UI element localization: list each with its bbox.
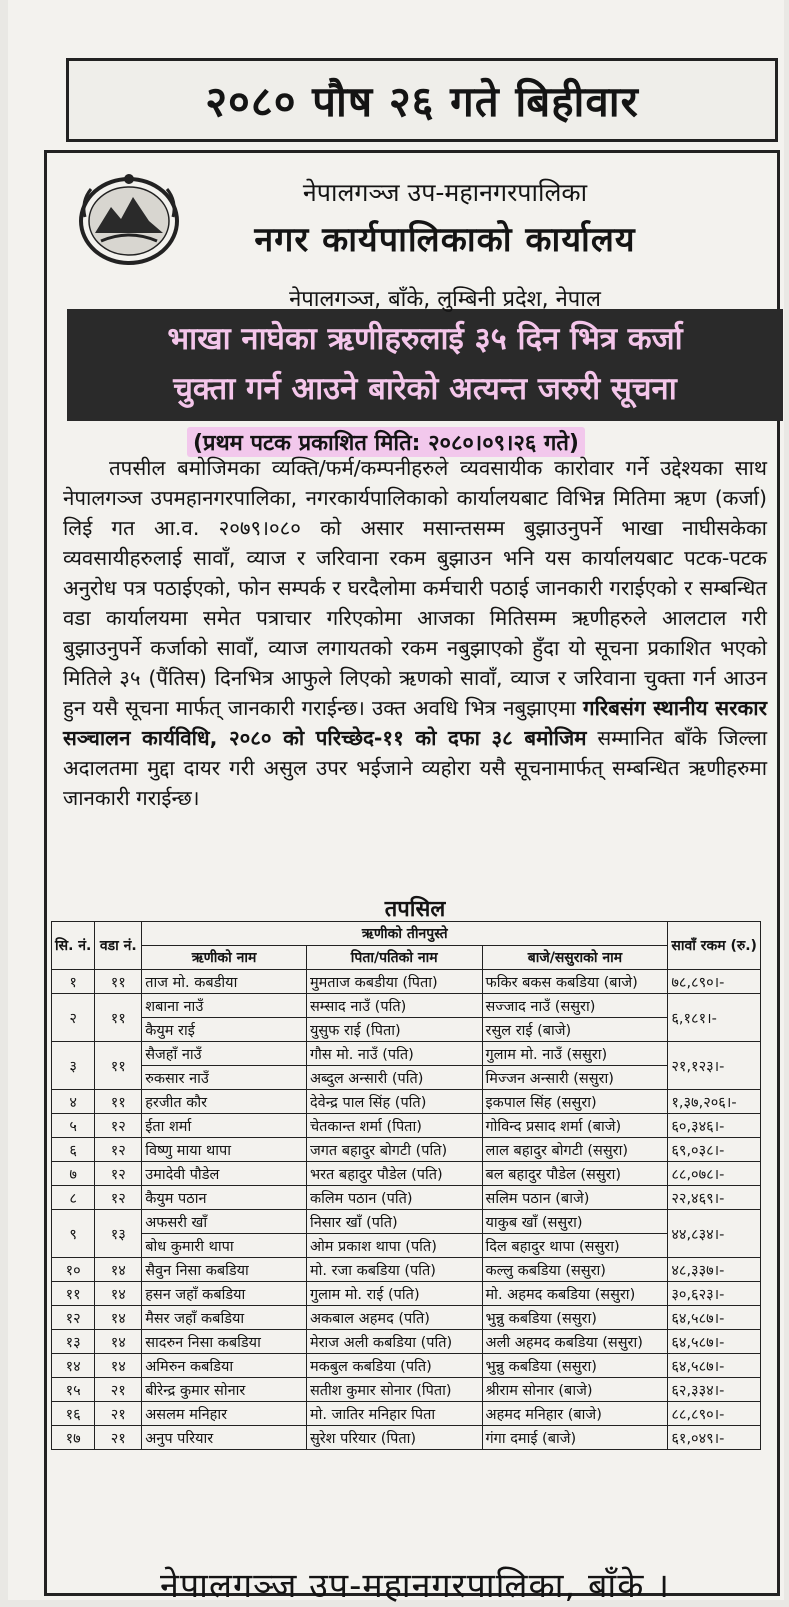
cell-grand: गुलाम मो. नाउँ (ससुरा) [482,1042,668,1066]
cell-grand: भुन्नु कबडिया (ससुरा) [482,1354,668,1378]
cell-grand: रसुल राई (बाजे) [482,1018,668,1042]
cell-name: बोध कुमारी थापा [142,1234,307,1258]
cell-grand: कल्लु कबडिया (ससुरा) [482,1258,668,1282]
cell-name: कैयुम पठान [142,1186,307,1210]
table-row [52,1378,761,1402]
cell-father: ओम प्रकाश थापा (पति) [306,1234,482,1258]
cell-ward: १४ [95,1258,142,1282]
office-name: नगर कार्यपालिकाको कार्यालय [254,220,636,260]
cell-grand: गोविन्द प्रसाद शर्मा (बाजे) [482,1114,668,1138]
published-date: (प्रथम पटक प्रकाशित मिति: २०८०।०९।२६ गते) [187,427,585,457]
cell-amount: ६४,५८७।- [668,1306,761,1330]
cell-sn: ७ [52,1162,95,1186]
cell-ward: १४ [95,1306,142,1330]
cell-sn: १७ [52,1426,95,1450]
office-address: नेपालगञ्ज, बाँके, लुम्बिनी प्रदेश, नेपाल [289,287,601,312]
cell-father: देवेन्द्र पाल सिंह (पति) [306,1090,482,1114]
table-row [52,1042,761,1066]
body-part-2: सम्मानित बाँके जिल्ला अदालतमा मुद्दा दायर गरी असुल उपर भईजाने व्यहोरा यसै सूचनामार्फत् सम्बन्धित ऋणीहरुमा जानकारी गराईन्छ। [63,726,768,810]
cell-name: शबाना नाउँ [142,994,307,1018]
cell-sn: १० [52,1258,95,1282]
cell-ward: १२ [95,1162,142,1186]
cell-amount: ६,१८१।- [668,994,761,1042]
cell-amount: ४८,३३७।- [668,1258,761,1282]
cell-grand: श्रीराम सोनार (बाजे) [482,1378,668,1402]
cell-sn: ५ [52,1114,95,1138]
table-row [52,1090,761,1114]
cell-amount: ६१,०४९।- [668,1426,761,1450]
table-row [52,1282,761,1306]
cell-father: चेतकान्त शर्मा (पिता) [306,1114,482,1138]
date-header-box [66,58,778,142]
header-three-generation: ऋणीको तीनपुस्ते [142,922,668,946]
header-ward: वडा नं. [95,922,142,970]
table-row [52,1210,761,1234]
cell-grand: फकिर बकस कबडिया (बाजे) [482,970,668,994]
cell-name: अनुप परियार [142,1426,307,1450]
cell-ward: ११ [95,1042,142,1090]
municipality-name: नेपालगञ्ज उप-महानगरपालिका [302,178,588,207]
date-line: २०८० पौष २६ गते बिहीवार [205,76,639,126]
cell-ward: १४ [95,1282,142,1306]
debtors-table [51,921,761,1450]
cell-name: मैसर जहाँ कबडिया [142,1306,307,1330]
cell-grand: दिल बहादुर थापा (ससुरा) [482,1234,668,1258]
cell-amount: ६९,०३८।- [668,1138,761,1162]
debtors-table-body [52,970,761,1450]
cell-name: अफसरी खाँ [142,1210,307,1234]
cell-name: सादरुन निसा कबडिया [142,1330,307,1354]
cell-ward: ११ [95,970,142,994]
cell-ward: १२ [95,1186,142,1210]
cell-father: गुलाम मो. राई (पति) [306,1282,482,1306]
cell-sn: ६ [52,1138,95,1162]
cell-name: कैयुम राई [142,1018,307,1042]
cell-father: युसुफ राई (पिता) [306,1018,482,1042]
cell-father: मो. जातिर मनिहार पिता [306,1402,482,1426]
cell-name: रुकसार नाउँ [142,1066,307,1090]
schedule-heading: तपसिल [384,897,446,922]
cell-ward: २१ [95,1378,142,1402]
cell-grand: लाल बहादुर बोगटी (ससुरा) [482,1138,668,1162]
cell-ward: ११ [95,1090,142,1114]
cell-ward: २१ [95,1426,142,1450]
cell-sn: १४ [52,1354,95,1378]
cell-amount: ८८,८९०।- [668,1402,761,1426]
cell-sn: १२ [52,1306,95,1330]
table-row [52,1018,761,1042]
table-row [52,1162,761,1186]
body-part-1: तपसील बमोजिमका व्यक्ति/फर्म/कम्पनीहरुले व्यवसायीक कारोवार गर्ने उद्देश्यका साथ नेपालगञ्ज उपमहानगरपालिका, नगरकार्यपालिकाको कार्यालयबाट विभिन्न मितिमा ऋण (कर्जा) लिई गत आ.व. २०७९।०८० को असार मसान्तसम्म बुझाउनुपर्ने भाखा नाघीसकेका व्यवसायीहरुलाई सावाँ, व्याज र जरिवाना रकम बुझाउन भनि यस कार्यालयबाट पटक-पटक अनुरोध पत्र पठाईएको, फोन सम्पर्क र घरदैलोमा कर्मचारी पठाई जानकारी गराईएको र सम्बन्धित वडा कार्यालयमा समेत पत्राचार गरिएकोमा आजका मितिसम्म ऋणीहरुले आलटाल गरी बुझाउनुपर्ने कर्जाको सावाँ, व्याज लगायतको रकम नबुझाएको हुँदा यो सूचना प्रकाशित भएको मितिले ३५ (पैंतिस) दिनभित्र आफुले लिएको ऋणको सावाँ, व्याज र जरिवाना चुक्ता गर्न आउन हुन यसै सूचना मार्फत् जानकारी गराईन्छ। उक्त अवधि भित्र नबुझाएमा [63,456,767,720]
cell-name: हरजीत कौर [142,1090,307,1114]
cell-grand: अली अहमद कबडिया (ससुरा) [482,1330,668,1354]
cell-sn: २ [52,994,95,1042]
table-row [52,1234,761,1258]
cell-sn: ११ [52,1282,95,1306]
header-grandfather-name: बाजे/ससुराको नाम [482,946,668,970]
cell-name: ताज मो. कबडीया [142,970,307,994]
cell-sn: १ [52,970,95,994]
table-row [52,1114,761,1138]
cell-father: गौस मो. नाउँ (पति) [306,1042,482,1066]
header-sn: सि. नं. [52,922,95,970]
cell-father: मो. रजा कबडिया (पति) [306,1258,482,1282]
cell-father: सुरेश परियार (पिता) [306,1426,482,1450]
cell-name: ईता शर्मा [142,1114,307,1138]
notice-paragraph [63,453,767,813]
cell-amount: १,३७,२०६।- [668,1090,761,1114]
cell-father: निसार खाँ (पति) [306,1210,482,1234]
header-amount: सावाँ रकम (रु.) [668,922,761,970]
cell-amount: २१,१२३।- [668,1042,761,1090]
cell-sn: १६ [52,1402,95,1426]
cell-grand: बल बहादुर पौडेल (ससुरा) [482,1162,668,1186]
cell-name: सैजहाँ नाउँ [142,1042,307,1066]
cell-father: जगत बहादुर बोगटी (पति) [306,1138,482,1162]
cell-ward: २१ [95,1402,142,1426]
table-row [52,1066,761,1090]
cell-sn: ३ [52,1042,95,1090]
banner-line-2: चुक्ता गर्न आउने बारेको अत्यन्त जरुरी सूचना [173,371,677,407]
cell-ward: १२ [95,1114,142,1138]
cell-amount: ४४,८३४।- [668,1210,761,1258]
table-row [52,1426,761,1450]
cell-grand: इकपाल सिंह (ससुरा) [482,1090,668,1114]
cell-grand: गंगा दमाई (बाजे) [482,1426,668,1450]
cell-ward: १४ [95,1354,142,1378]
cell-amount: ६४,५८७।- [668,1354,761,1378]
table-row [52,1186,761,1210]
cell-name: सैवुन निसा कबडिया [142,1258,307,1282]
notice-body [63,453,767,813]
cell-amount: ३०,६२३।- [668,1282,761,1306]
cell-sn: १३ [52,1330,95,1354]
table-row [52,1402,761,1426]
cell-amount: ६०,३४६।- [668,1114,761,1138]
cell-amount: ६२,३३४।- [668,1378,761,1402]
cell-grand: भुन्नु कबडिया (ससुरा) [482,1306,668,1330]
cell-sn: ८ [52,1186,95,1210]
cell-ward: ११ [95,994,142,1042]
cell-amount: ८८,०७८।- [668,1162,761,1186]
table-row [52,970,761,994]
cell-ward: १४ [95,1330,142,1354]
cell-amount: २२,४६९।- [668,1186,761,1210]
cell-name: बीरेन्द्र कुमार सोनार [142,1378,307,1402]
notice-title-banner [67,309,783,421]
cell-grand: सज्जाद नाउँ (ससुरा) [482,994,668,1018]
cell-father: सम्साद नाउँ (पति) [306,994,482,1018]
table-row [52,1306,761,1330]
newspaper-page [8,0,784,1606]
cell-sn: १५ [52,1378,95,1402]
footer-municipality: नेपालगञ्ज उप-महानगरपालिका, बाँके । [159,1566,671,1606]
cell-grand: याकुब खाँ (ससुरा) [482,1210,668,1234]
cell-name: उमादेवी पौडेल [142,1162,307,1186]
cell-father: भरत बहादुर पौडेल (पति) [306,1162,482,1186]
table-row [52,1258,761,1282]
cell-father: मकबुल कबडिया (पति) [306,1354,482,1378]
banner-line-1: भाखा नाघेका ऋणीहरुलाई ३५ दिन भित्र कर्जा [167,321,683,357]
table-row [52,1138,761,1162]
cell-ward: १२ [95,1138,142,1162]
cell-father: मुमताज कबडीया (पिता) [306,970,482,994]
body-bold-clause: गरिबसंग स्थानीय सरकार सञ्चालन कार्यविधि, २०८० को परिच्छेद-११ को दफा ३८ बमोजिम [63,696,767,750]
cell-grand: अहमद मनिहार (बाजे) [482,1402,668,1426]
cell-name: हसन जहाँ कबडिया [142,1282,307,1306]
cell-father: कलिम पठान (पति) [306,1186,482,1210]
cell-father: अकबाल अहमद (पति) [306,1306,482,1330]
table-row [52,1330,761,1354]
header-father-name: पिता/पतिको नाम [306,946,482,970]
cell-father: मेराज अली कबडिया (पति) [306,1330,482,1354]
cell-father: अब्दुल अन्सारी (पति) [306,1066,482,1090]
cell-amount: ७८,८९०।- [668,970,761,994]
public-notice [44,150,780,1606]
cell-name: विष्णु माया थापा [142,1138,307,1162]
cell-amount: ६४,५८७।- [668,1330,761,1354]
cell-name: अमिरुन कबडिया [142,1354,307,1378]
cell-grand: सलिम पठान (बाजे) [482,1186,668,1210]
cell-grand: मो. अहमद कबडिया (ससुरा) [482,1282,668,1306]
cell-grand: मिज्जन अन्सारी (ससुरा) [482,1066,668,1090]
table-row [52,994,761,1018]
cell-sn: ९ [52,1210,95,1258]
cell-ward: १३ [95,1210,142,1258]
cell-sn: ४ [52,1090,95,1114]
header-debtor-name: ऋणीको नाम [142,946,307,970]
cell-father: सतीश कुमार सोनार (पिता) [306,1378,482,1402]
cell-name: असलम मनिहार [142,1402,307,1426]
table-row [52,1354,761,1378]
